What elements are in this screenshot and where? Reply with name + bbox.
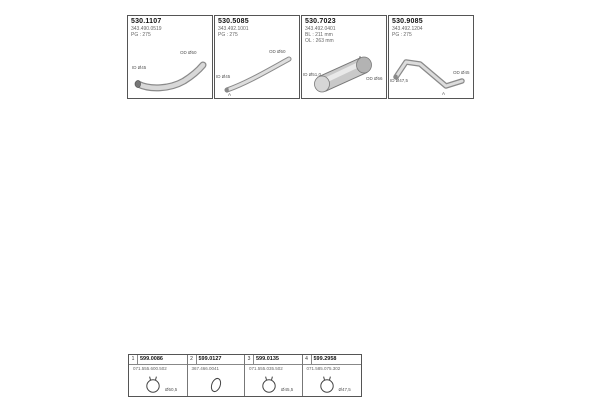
- accessory-index: 1: [129, 355, 138, 364]
- pipe-drawing-area: [389, 48, 475, 98]
- part-number: 530.5085: [218, 18, 249, 25]
- pipe-id-label: ID Ø45: [216, 74, 231, 79]
- accessory-cell-1: [129, 355, 187, 396]
- pipe-od-label: OD Ø50: [180, 50, 197, 55]
- accessory-cell-2: [187, 355, 245, 396]
- part-number: 530.7023: [305, 18, 336, 25]
- clamp-icon: [317, 373, 339, 395]
- clamp-diameter: Ø45,5: [281, 387, 294, 392]
- part-note: PG : 275: [131, 32, 151, 38]
- accessory-cell-4: [302, 355, 361, 396]
- part-box-530-9085: [388, 15, 474, 99]
- clamp-diameter: Ø47,5: [338, 387, 351, 392]
- part-number: 530.9085: [392, 18, 423, 25]
- part-box-530-1107: [127, 15, 213, 99]
- ring-gasket-icon: [206, 373, 228, 395]
- pipe-drawing-area: [128, 48, 214, 98]
- clamp-icon: [143, 373, 165, 395]
- part-box-530-7023: [301, 15, 387, 99]
- accessory-drawing: [188, 371, 245, 395]
- accessory-drawing: [303, 371, 361, 395]
- accessory-oe-ref: 071.555.035.502: [249, 366, 283, 371]
- accessory-index: 4: [303, 355, 312, 364]
- part-length-bl: BL : 211 mm: [305, 32, 333, 38]
- pipe-od-label: OD Ø56: [366, 76, 383, 81]
- accessory-index: 3: [245, 355, 254, 364]
- pipe-od-label: OD Ø50: [269, 49, 286, 54]
- accessory-header: [245, 355, 302, 365]
- accessory-header: [303, 355, 361, 365]
- part-length-ol: OL : 263 mm: [305, 38, 334, 44]
- pipe-id-label: ID Ø47,5: [390, 78, 409, 83]
- accessory-index: 2: [188, 355, 197, 364]
- pipe-drawing-area: [302, 48, 388, 98]
- part-oe-ref: 343.490.0519: [131, 26, 162, 32]
- accessory-oe-ref: 071.555.600.502: [133, 366, 167, 371]
- straight-pipe-drawing: [215, 48, 301, 98]
- part-oe-ref: 343.492.1204: [392, 26, 423, 32]
- part-oe-ref: 343.492.1001: [218, 26, 249, 32]
- part-note: PG : 275: [392, 32, 412, 38]
- accessory-drawing: [245, 371, 302, 395]
- accessory-oe-ref: 367.466.0041: [191, 366, 220, 371]
- accessory-oe-ref: 071.585.075.302: [306, 366, 341, 371]
- pipe-mark-a: A: [228, 92, 232, 97]
- accessory-part-number: 599.0135: [256, 356, 279, 362]
- accessory-header: [129, 355, 187, 365]
- accessory-part-number: 599.2958: [313, 356, 337, 362]
- accessory-drawing: [129, 371, 187, 395]
- clamp-diameter: Ø50,5: [165, 387, 178, 392]
- clamp-icon: [259, 373, 281, 395]
- part-note: PG : 275: [218, 32, 238, 38]
- accessories-table: [128, 354, 362, 397]
- accessory-part-number: 599.0127: [198, 356, 222, 362]
- pipe-id-label: ID Ø51,0: [303, 72, 322, 77]
- accessory-header: [188, 355, 245, 365]
- pipe-od-label: OD Ø45: [453, 70, 470, 75]
- curved-pipe-drawing: [128, 50, 214, 98]
- part-box-530-5085: [214, 15, 300, 99]
- pipe-mark-a: A: [442, 91, 446, 96]
- part-number: 530.1107: [131, 18, 162, 25]
- accessory-cell-3: [244, 355, 302, 396]
- pipe-drawing-area: [215, 48, 301, 98]
- accessory-part-number: 599.0086: [140, 356, 163, 362]
- part-oe-ref: 343.492.0401: [305, 26, 336, 32]
- pipe-id-label: ID Ø45: [132, 65, 147, 70]
